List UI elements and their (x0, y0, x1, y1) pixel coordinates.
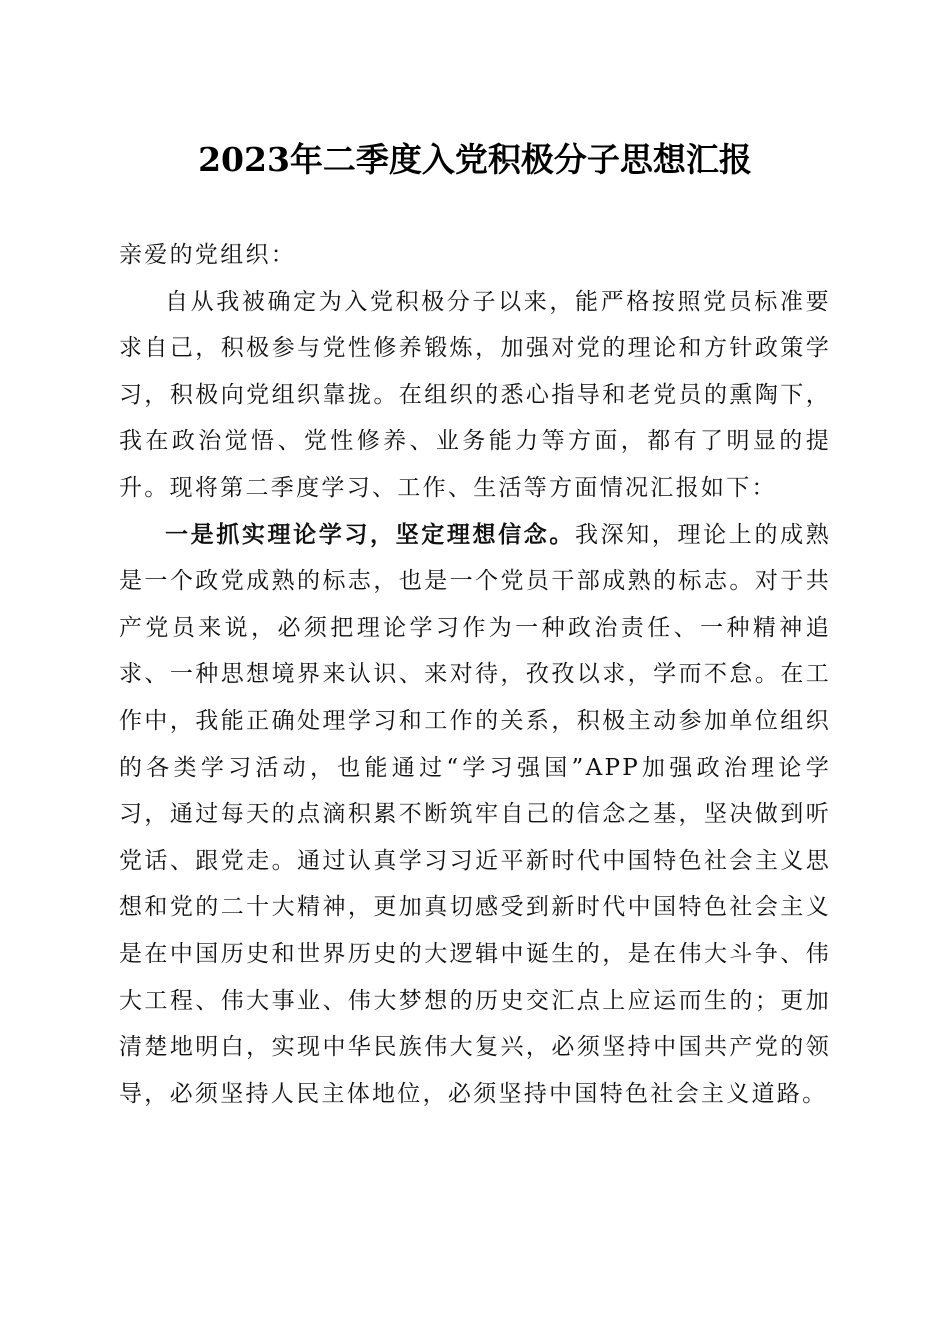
document-body (119, 232, 831, 1117)
paragraph-intro-text: 自从我被确定为入党积极分子以来，能严格按照党员标准要求自己，积极参与党性修养锻炼，加强对党的理论和方针政策学习，积极向党组织靠拢。在组织的悉心指导和老党员的熏陶下，我在政治觉悟、党性修养、业务能力等方面，都有了明显的提升。现将第二季度学习、工作、生活等方面情况汇报如下： (119, 288, 831, 501)
paragraph-intro (119, 279, 831, 512)
document-title: 2023年二季度入党积极分子思想汇报 (198, 140, 752, 179)
paragraph-theory-study (119, 512, 831, 1118)
paragraph-theory-study-text: 我深知，理论上的成熟是一个政党成熟的标志，也是一个党员干部成熟的标志。对于共产党员来说，必须把理论学习作为一种政治责任、一种精神追求、一种思想境界来认识、来对待，孜孜以求，学而不怠。在工作中，我能正确处理学习和工作的关系，积极主动参加单位组织的各类学习活动，也能通过“学习强国”APP加强政治理论学习，通过每天的点滴积累不断筑牢自己的信念之基，坚决做到听党话、跟党走。通过认真学习习近平新时代中国特色社会主义思想和党的二十大精神，更加真切感受到新时代中国特色社会主义是在中国历史和世界历史的大逻辑中诞生的，是在伟大斗争、伟大工程、伟大事业、伟大梦想的历史交汇点上应运而生的；更加清楚地明白，实现中华民族伟大复兴，必须坚持中国共产党的领导，必须坚持人民主体地位，必须坚持中国特色社会主义道路。 (119, 521, 831, 1107)
paragraph-theory-study-lead: 一是抓实理论学习，坚定理想信念。 (165, 520, 576, 548)
salutation: 亲爱的党组织： (119, 242, 297, 268)
